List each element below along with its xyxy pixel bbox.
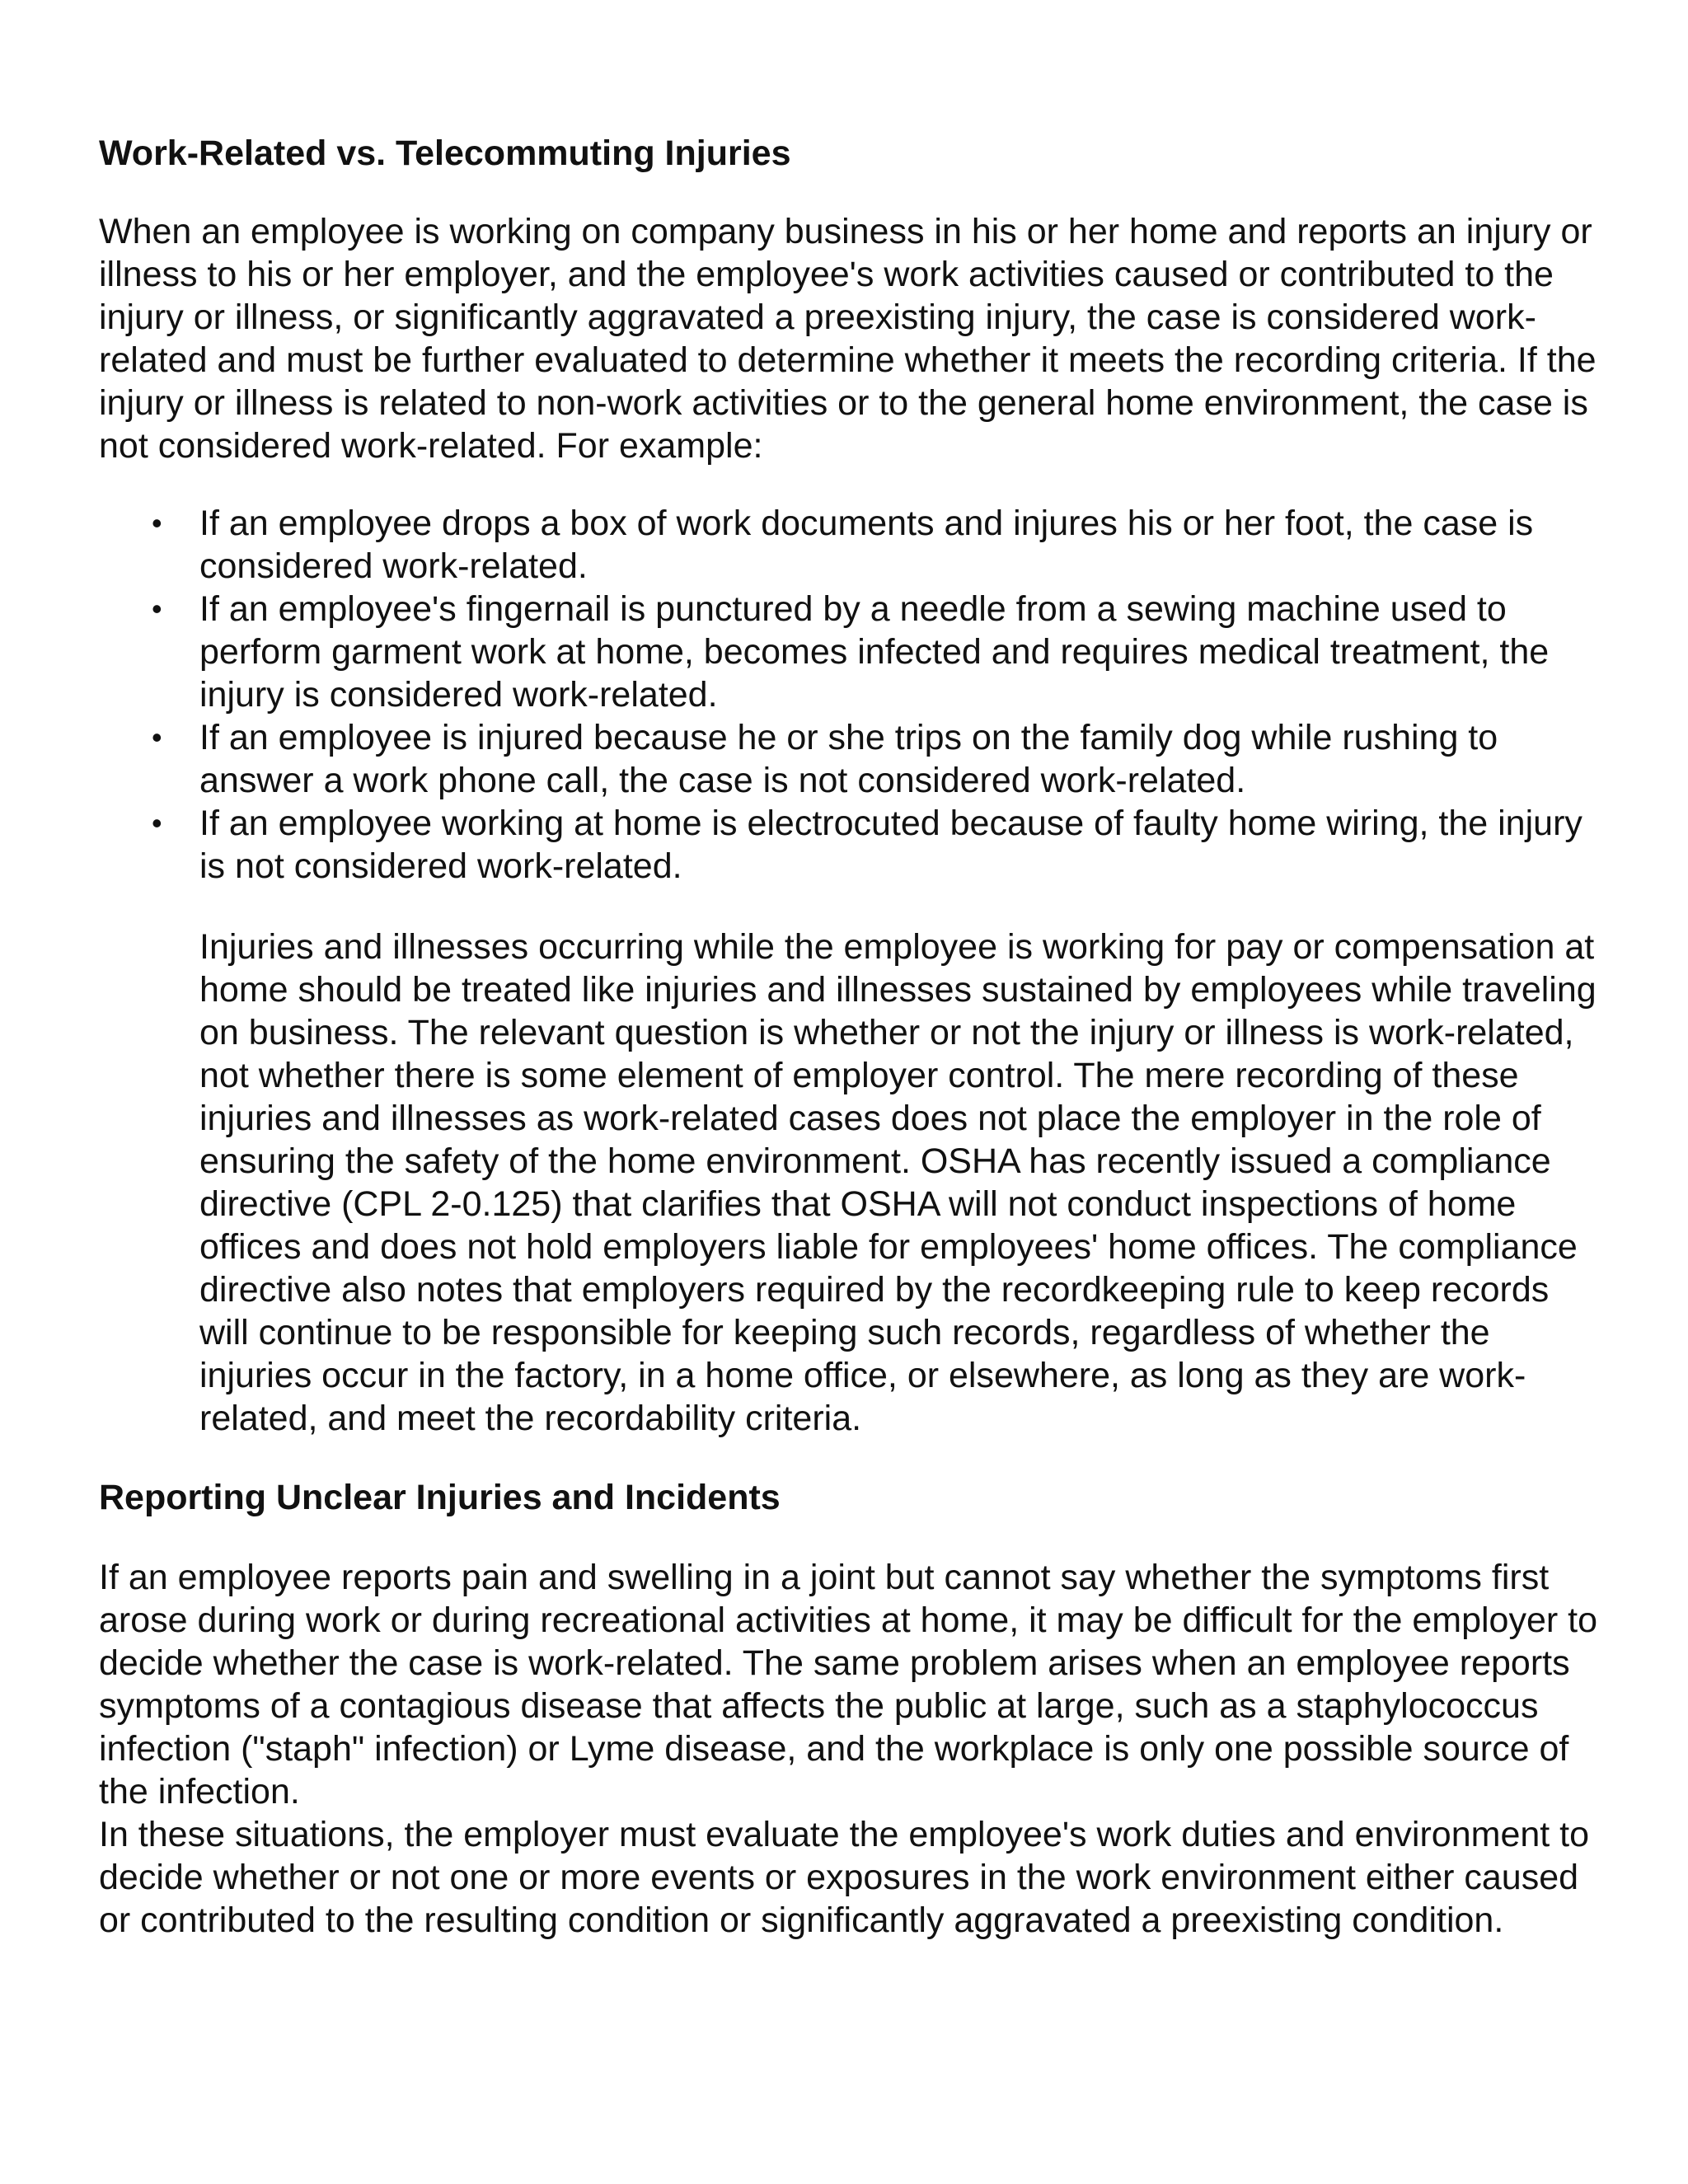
list-item: [99, 502, 1607, 588]
list-item: [99, 588, 1607, 716]
bullet-icon: •: [152, 806, 162, 840]
list-item-text: If an employee's fingernail is punctured by a needle from a sewing machine used to perform garment work at home, becomes infected and requires medical treatment, the injury is considered work-related.: [199, 589, 1550, 715]
section-unclear-injuries: [99, 1476, 1607, 1519]
indented-paragraph: Injuries and illnesses occurring while the employee is working for pay or compensation at home should be treated like injuries and illnesses sustained by employees while traveling on business. The relevant question is whether or not the injury or illness is work-related, not whether there is some element of employer control. The mere recording of these injuries and illnesses as work-related cases does not place the employer in the role of ensuring the safety of the home environment. OSHA has recently issued a compliance directive (CPL 2-0.125) that clarifies that OSHA will not conduct inspections of home offices and does not hold employers liable for employees' home offices. The compliance directive also notes that employers required by the recordkeeping rule to keep records will continue to be responsible for keeping such records, regardless of whether the injuries occur in the factory, in a home office, or elsewhere, as long as they are work-related, and meet the recordability criteria.: [199, 927, 1597, 1438]
body-paragraph: If an employee reports pain and swelling in a joint but cannot say whether the symptoms first arose during work or during recreational activities at home, it may be difficult for the employer to decide whether the case is work-related. The same problem arises when an employee reports symptoms of a contagious disease that affects the public at large, such as a staphylococcus infection ("staph" infection) or Lyme disease, and the workplace is only one possible source of the infection.: [99, 1558, 1598, 1811]
section-heading: Reporting Unclear Injuries and Incidents: [99, 1478, 781, 1517]
list-item-text: If an employee is injured because he or she trips on the family dog while rushing to answer a work phone call, the case is not considered work-related.: [199, 718, 1498, 800]
section-heading: Work-Related vs. Telecommuting Injuries: [99, 134, 791, 173]
list-item-text: If an employee drops a box of work documents and injures his or her foot, the case is considered work-related.: [199, 504, 1534, 586]
section-telecommuting: [99, 132, 1607, 175]
bullet-icon: •: [152, 720, 162, 754]
list-item: [99, 716, 1607, 802]
examples-list: [99, 502, 1607, 888]
document-page: [99, 132, 1607, 1942]
list-item-text: If an employee working at home is electrocuted because of faulty home wiring, the injury is not considered work-related.: [199, 804, 1582, 886]
bullet-icon: •: [152, 592, 162, 626]
list-item: [99, 802, 1607, 888]
intro-paragraph: When an employee is working on company business in his or her home and reports an injury or illness to his or her employer, and the employee's work activities caused or contributed to the injury or illness, or significantly aggravated a preexisting injury, the case is considered work-related and must be further evaluated to determine whether it meets the recording criteria. If the injury or illness is related to non-work activities or to the general home environment, the case is not considered work-related. For example:: [99, 212, 1597, 466]
body-paragraph: In these situations, the employer must evaluate the employee's work duties and environment to decide whether or not one or more events or exposures in the work environment either caused or contributed to the resulting condition or significantly aggravated a preexisting condition.: [99, 1815, 1590, 1940]
bullet-icon: •: [152, 506, 162, 540]
